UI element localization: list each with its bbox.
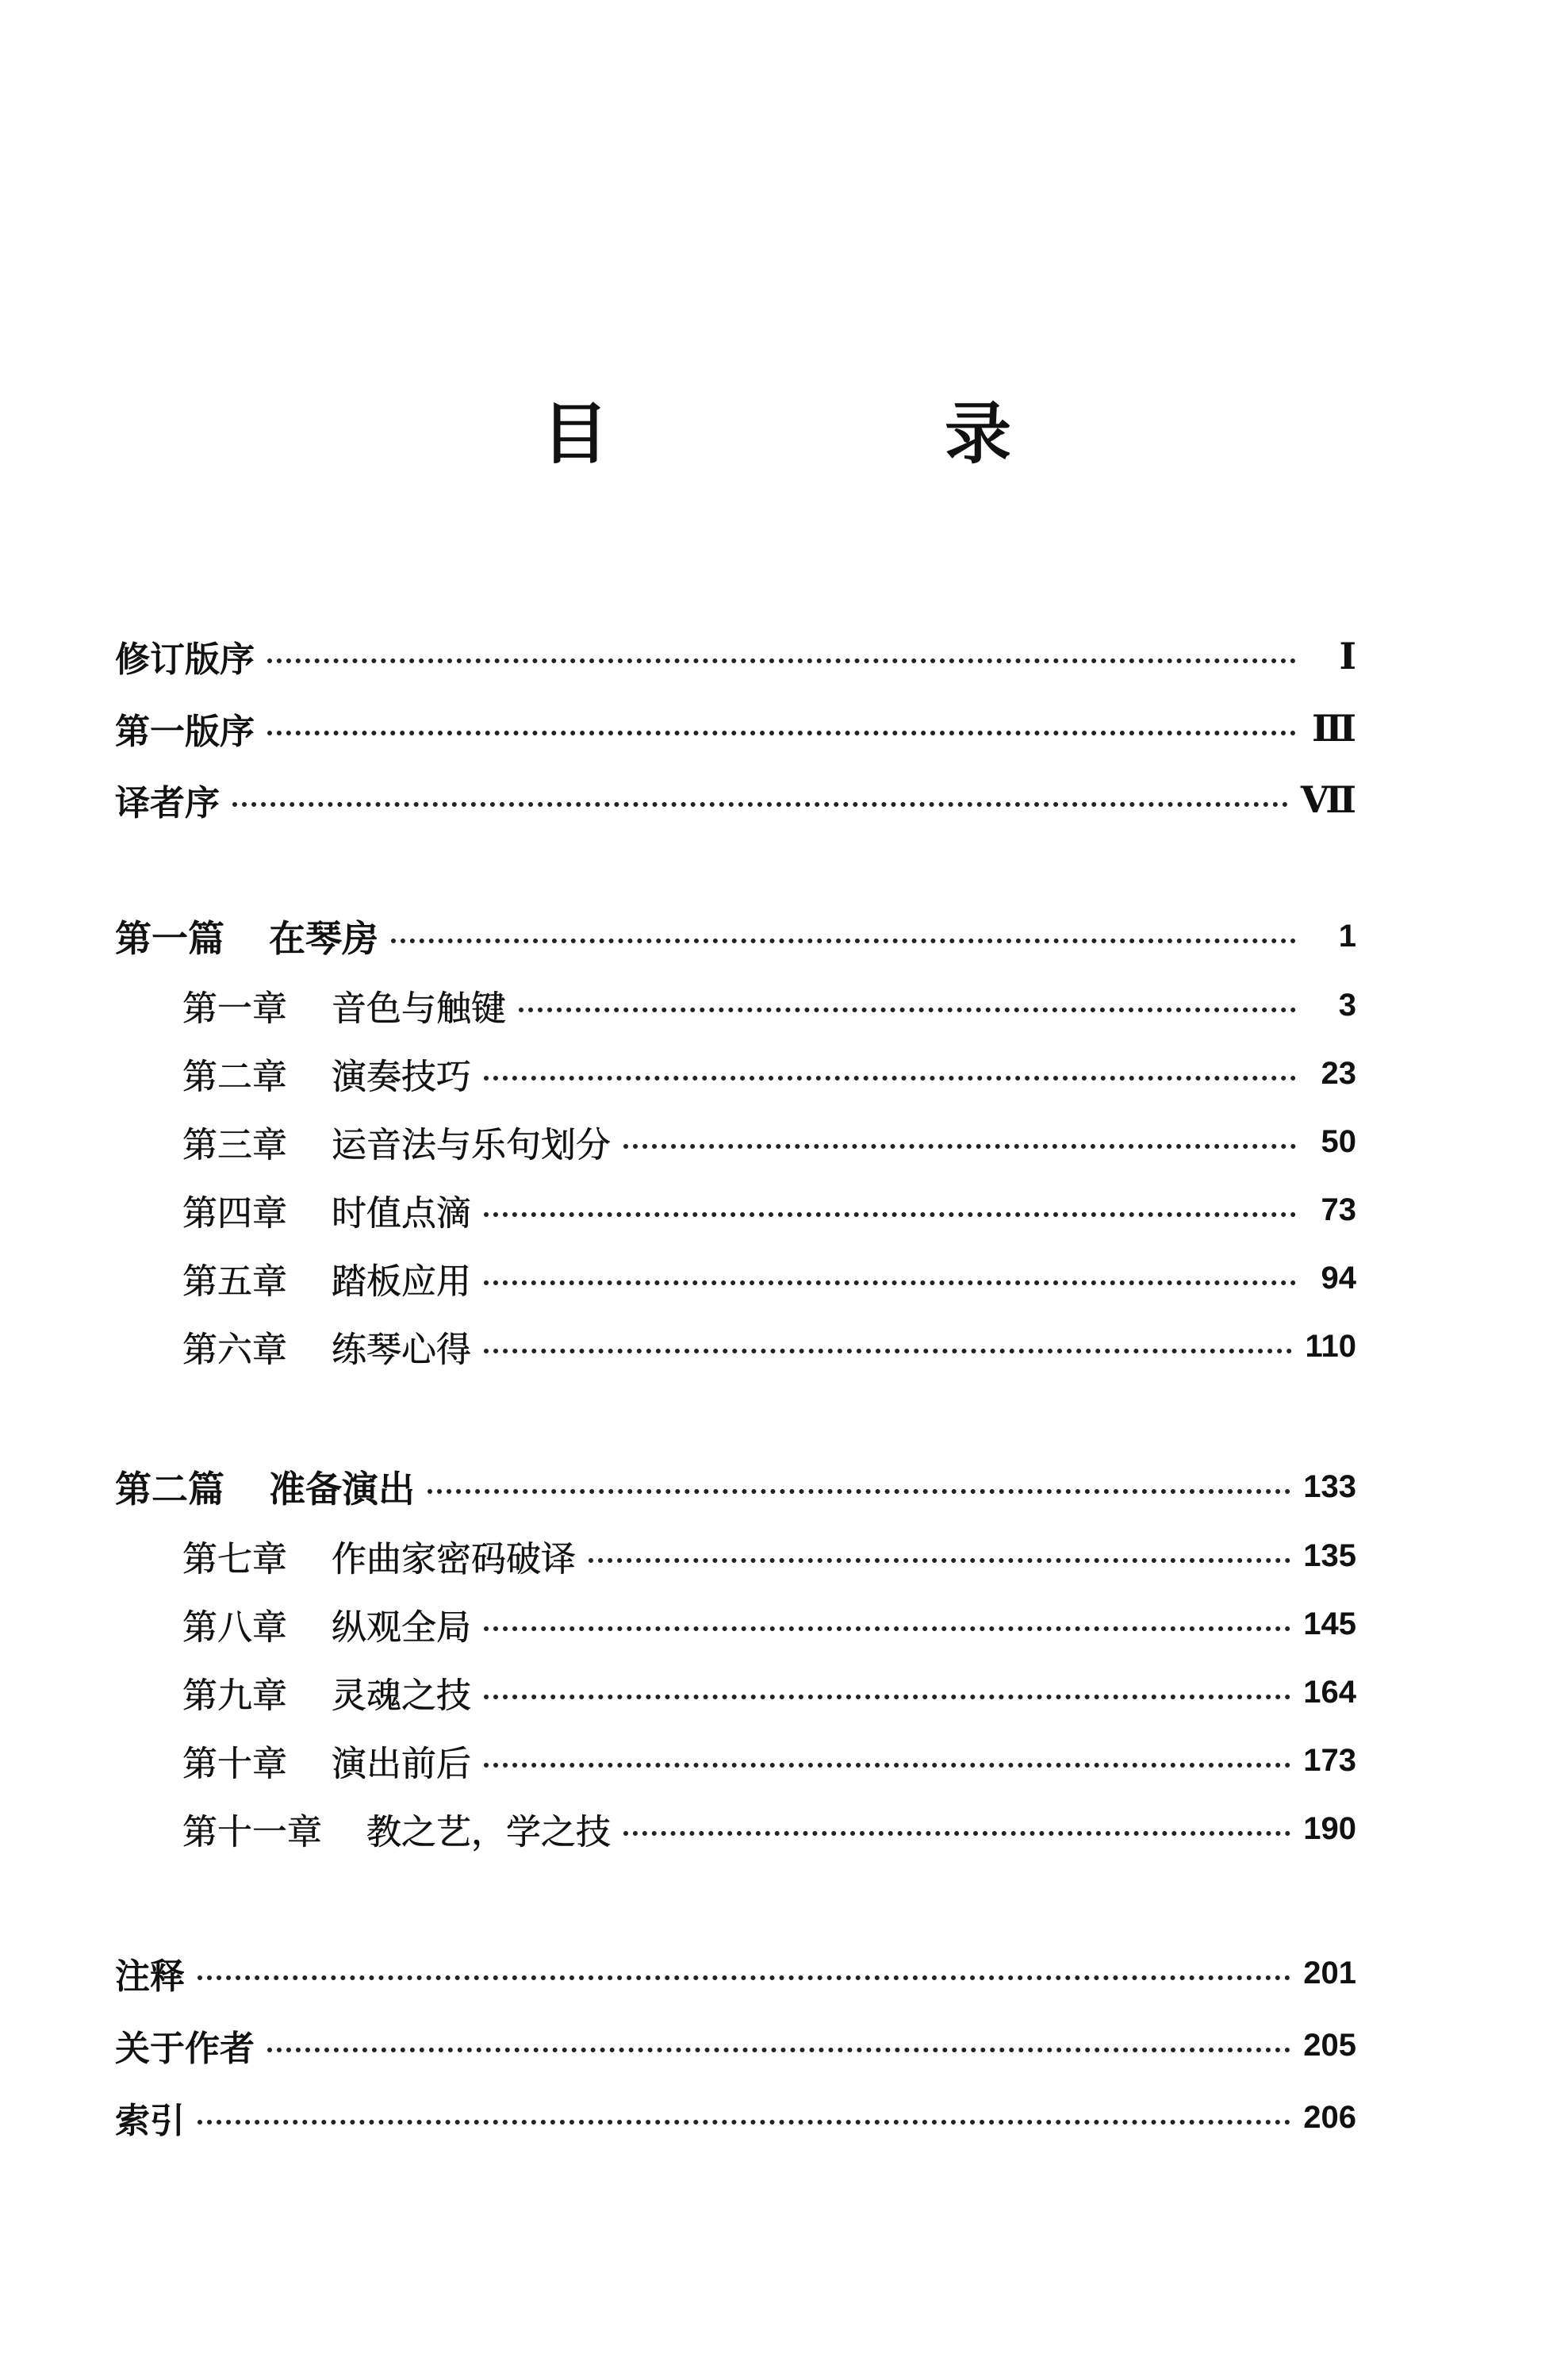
chapter-title: 演奏技巧 xyxy=(332,1057,471,1097)
chapter-number: 第二章 xyxy=(182,1057,287,1097)
entry-page: 190 xyxy=(1303,1810,1356,1846)
entry-page: 23 xyxy=(1321,1055,1356,1091)
dot-leader xyxy=(197,2120,1290,2125)
chapter-title: 音色与触键 xyxy=(332,988,506,1029)
dot-leader xyxy=(484,1349,1292,1353)
entry-page: 205 xyxy=(1303,2027,1356,2063)
dot-leader xyxy=(232,802,1288,807)
dot-leader xyxy=(267,2048,1290,2052)
toc-chapter-5[interactable] xyxy=(182,1253,1356,1303)
entry-page: 1 xyxy=(1338,918,1356,954)
part-title: 在琴房 xyxy=(269,917,378,960)
dot-leader xyxy=(623,1831,1290,1836)
toc-chapter-8[interactable] xyxy=(182,1599,1356,1649)
entry-page: 206 xyxy=(1303,2099,1356,2135)
toc-chapter-6[interactable] xyxy=(182,1321,1356,1372)
chapter-number: 第十章 xyxy=(182,1744,287,1784)
entry-page: 110 xyxy=(1305,1328,1356,1364)
dot-leader xyxy=(519,1008,1296,1012)
toc-part-2[interactable] xyxy=(115,1461,1356,1512)
chapter-title: 练琴心得 xyxy=(332,1330,471,1370)
chapter-title: 灵魂之技 xyxy=(332,1676,471,1716)
chapter-number: 第八章 xyxy=(182,1607,287,1648)
dot-leader xyxy=(197,1975,1290,1980)
dot-leader xyxy=(484,1626,1290,1631)
entry-label: 第一版序 xyxy=(115,712,255,752)
dot-leader xyxy=(428,1489,1290,1494)
dot-leader xyxy=(484,1695,1290,1699)
entry-label: 关于作者 xyxy=(115,2029,255,2069)
chapter-number: 第三章 xyxy=(182,1125,287,1165)
dot-leader xyxy=(484,1076,1296,1081)
toc-chapter-9[interactable] xyxy=(182,1667,1356,1718)
entry-page: Ⅲ xyxy=(1311,708,1356,749)
chapter-title: 时值点滴 xyxy=(332,1193,471,1234)
entry-page: 94 xyxy=(1321,1260,1356,1296)
entry-label: 译者序 xyxy=(115,783,220,823)
toc-part-1[interactable] xyxy=(115,911,1356,962)
toc-entry-about-author[interactable] xyxy=(115,2020,1356,2071)
entry-label: 注释 xyxy=(115,1956,185,1997)
dot-leader xyxy=(267,658,1296,663)
chapter-title: 教之艺，学之技 xyxy=(366,1812,611,1852)
chapter-number: 第九章 xyxy=(182,1676,287,1716)
toc-chapter-10[interactable] xyxy=(182,1735,1356,1786)
toc-entry-translator-preface[interactable] xyxy=(115,774,1356,825)
toc-chapter-4[interactable] xyxy=(182,1184,1356,1235)
entry-label: 修订版序 xyxy=(115,639,255,680)
entry-page: 73 xyxy=(1321,1192,1356,1227)
entry-page: 3 xyxy=(1338,987,1356,1023)
chapter-title: 运音法与乐句划分 xyxy=(332,1125,611,1165)
entry-page: Ⅰ xyxy=(1339,636,1356,677)
dot-leader xyxy=(267,731,1296,735)
toc-chapter-3[interactable] xyxy=(182,1116,1356,1167)
entry-page: 145 xyxy=(1303,1606,1356,1641)
chapter-number: 第五章 xyxy=(182,1261,287,1302)
toc-entry-revised-preface[interactable] xyxy=(115,631,1356,681)
toc-chapter-7[interactable] xyxy=(182,1530,1356,1581)
chapter-title: 演出前后 xyxy=(332,1744,471,1784)
toc-chapter-11[interactable] xyxy=(182,1803,1356,1854)
toc-entry-first-edition-preface[interactable] xyxy=(115,703,1356,754)
chapter-number: 第六章 xyxy=(182,1330,287,1370)
entry-page: 133 xyxy=(1303,1468,1356,1504)
toc-entry-notes[interactable] xyxy=(115,1948,1356,1998)
entry-page: 173 xyxy=(1303,1742,1356,1778)
entry-page: 50 xyxy=(1321,1123,1356,1159)
part-number: 第二篇 xyxy=(115,1468,224,1511)
chapter-title: 纵观全局 xyxy=(332,1607,471,1648)
page-title: 目 录 xyxy=(541,395,1146,473)
toc-chapter-1[interactable] xyxy=(182,980,1356,1031)
toc-chapter-2[interactable] xyxy=(182,1048,1356,1099)
dot-leader xyxy=(623,1144,1296,1149)
entry-label: 索引 xyxy=(115,2101,185,2141)
chapter-title: 作曲家密码破译 xyxy=(332,1539,576,1580)
entry-page: Ⅶ xyxy=(1300,780,1356,820)
toc-entry-index[interactable] xyxy=(115,2092,1356,2143)
dot-leader xyxy=(391,939,1296,943)
dot-leader xyxy=(484,1212,1296,1217)
dot-leader xyxy=(484,1280,1296,1285)
entry-page: 135 xyxy=(1303,1537,1356,1573)
chapter-number: 第七章 xyxy=(182,1539,287,1580)
dot-leader xyxy=(589,1558,1290,1563)
entry-page: 164 xyxy=(1303,1674,1356,1710)
chapter-number: 第十一章 xyxy=(182,1812,322,1852)
chapter-title: 踏板应用 xyxy=(332,1261,471,1302)
part-number: 第一篇 xyxy=(115,917,224,960)
chapter-number: 第一章 xyxy=(182,988,287,1029)
dot-leader xyxy=(484,1763,1290,1768)
part-title: 准备演出 xyxy=(269,1468,415,1511)
chapter-number: 第四章 xyxy=(182,1193,287,1234)
entry-page: 201 xyxy=(1303,1955,1356,1990)
